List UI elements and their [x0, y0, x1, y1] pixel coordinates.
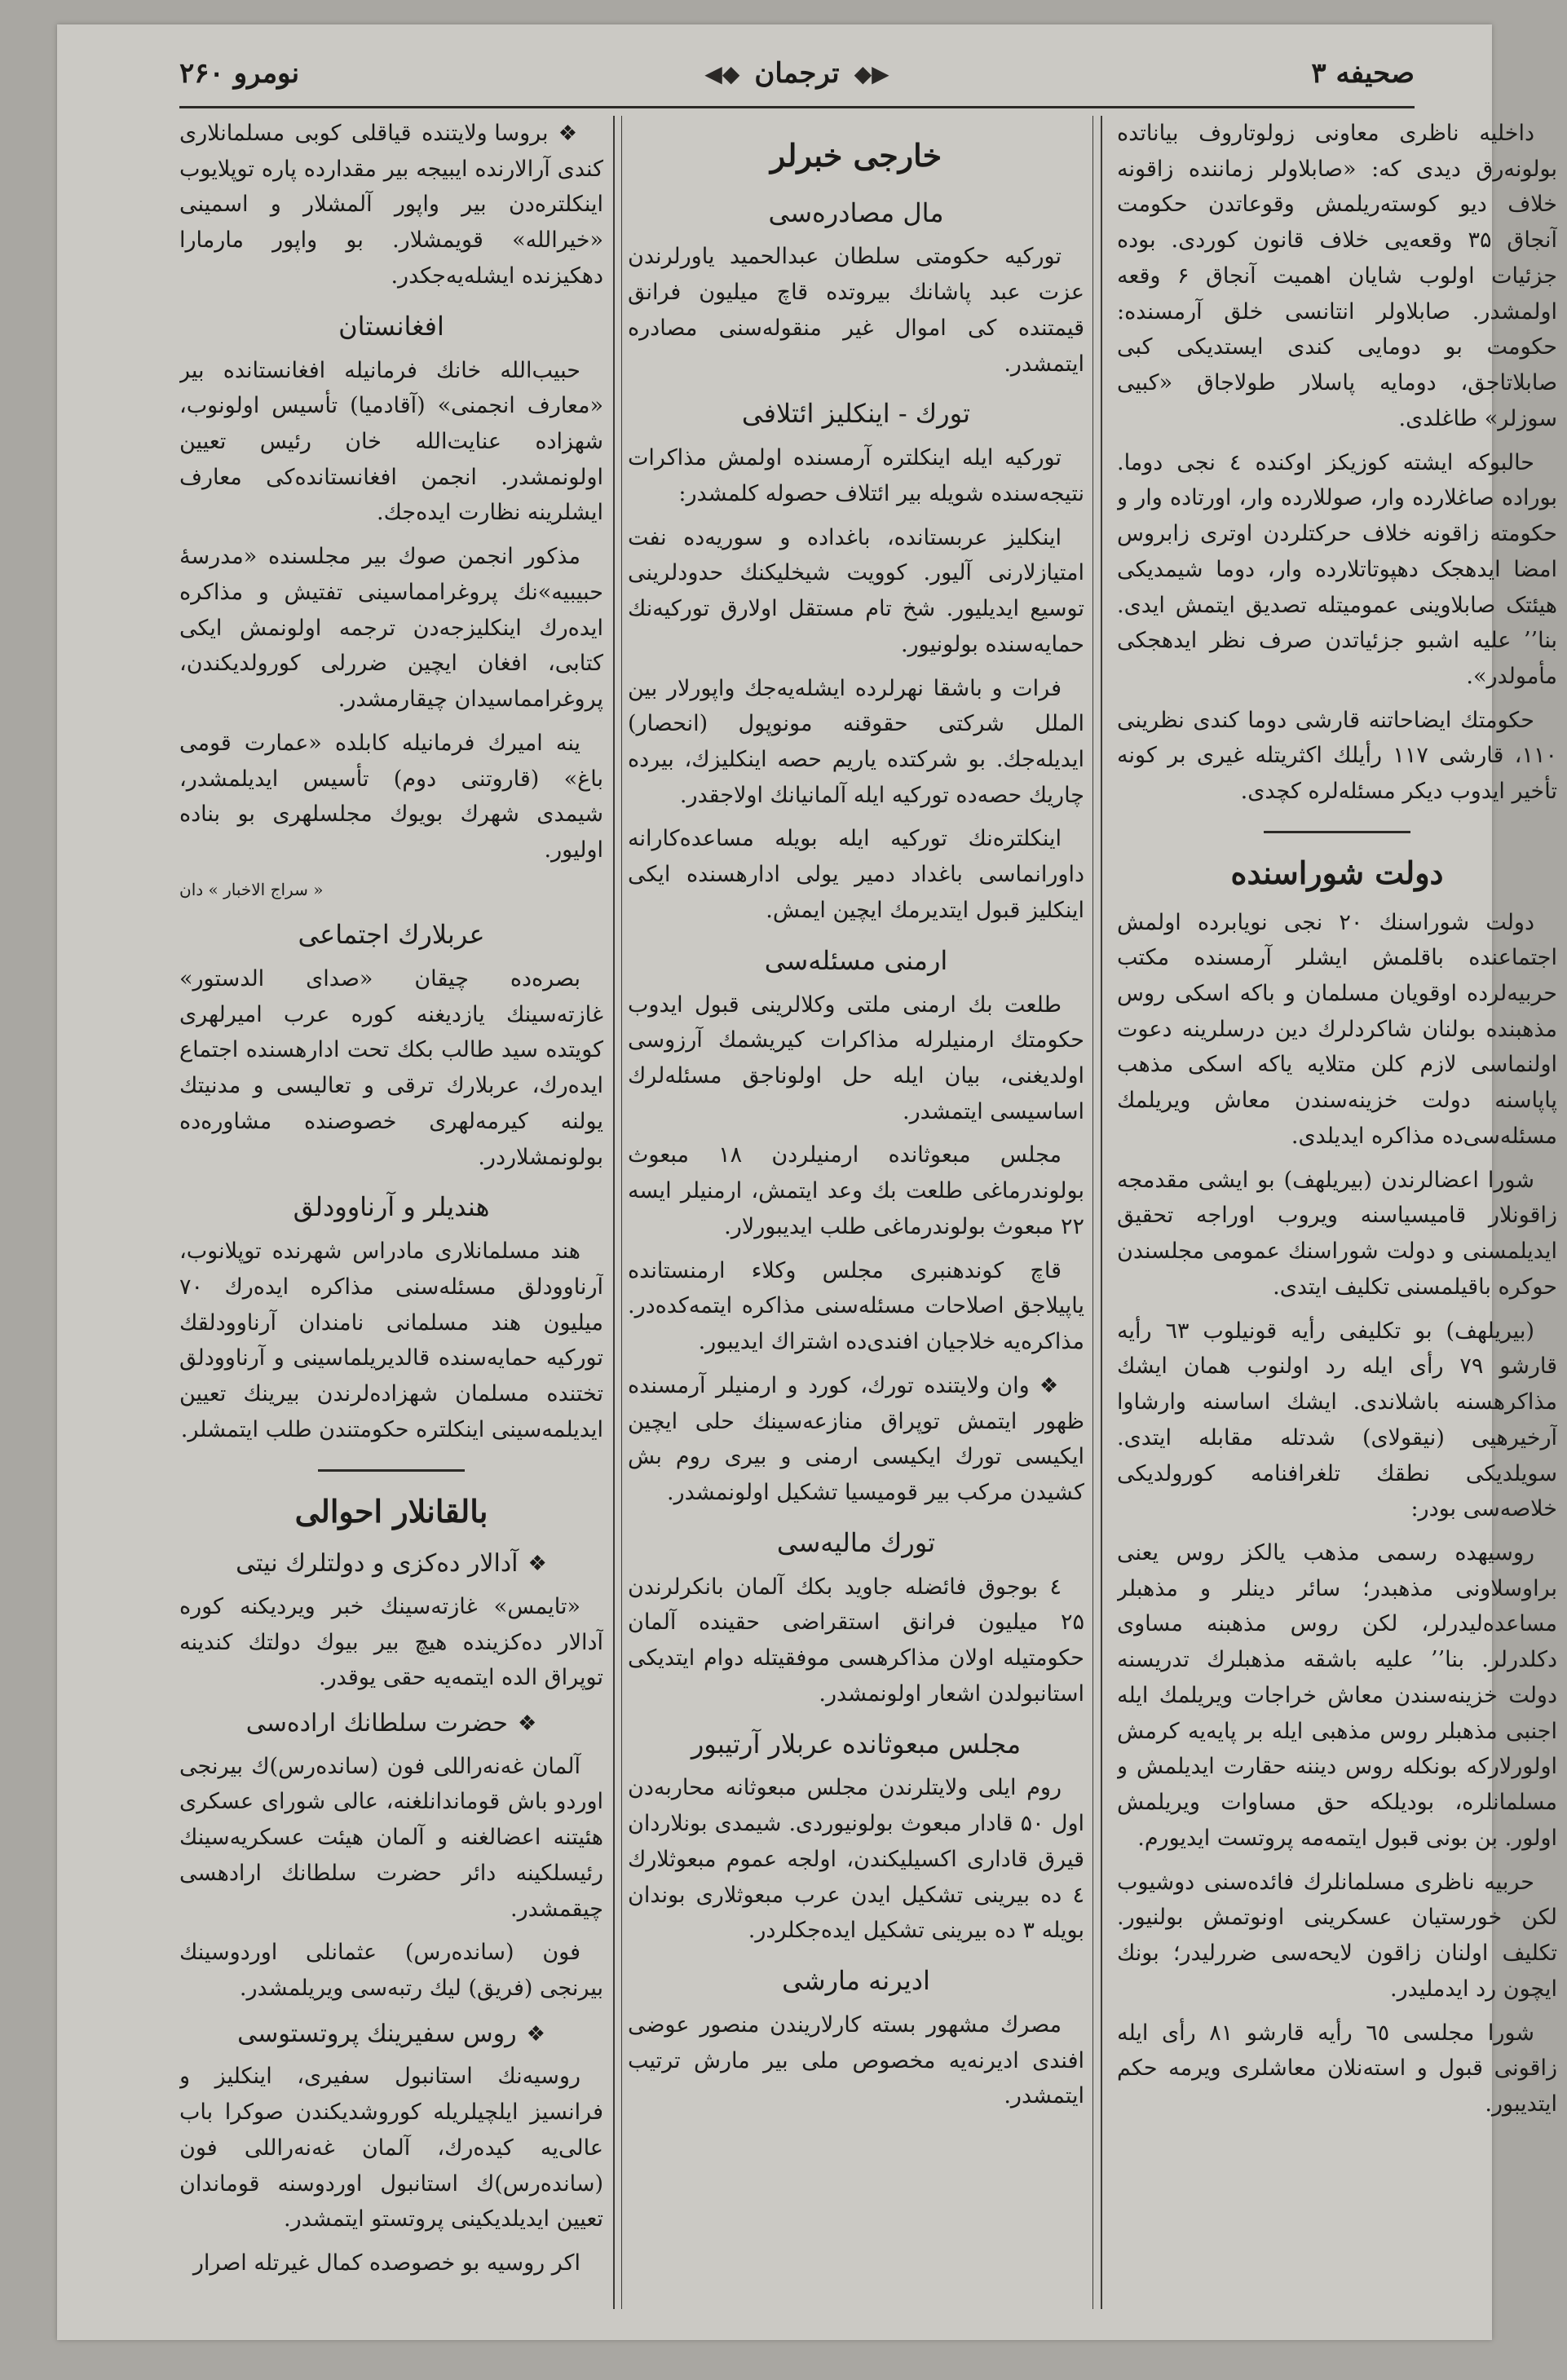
column-divider [1101, 116, 1102, 2309]
column-divider [613, 116, 615, 2309]
article-heading: ادیرنه مارشی [782, 1965, 930, 1997]
left-column [179, 116, 603, 2309]
article-heading: تورك مالیه‌سی [776, 1526, 936, 1558]
article-heading: هندیلر و آرناوودلق [293, 1191, 490, 1223]
article-text: بروسا ولایتنده قیاقلی کوبی مسلمانلاری کندی آرالارنده ایبیجه بیر مقدارده پاره توپلایوب اینکلتره‌دن بیر واپور آلمشلار و اسمینی «خیرالله» قویمشلار. بو واپور مارمارا دهکیزنده ایشله‌یه‌جکدر. [179, 121, 603, 289]
subheading [179, 1544, 603, 1584]
article-paragraph: آلمان غەنەراللی فون (ساندەرس)ك بیرنجی اوردو باش قوماندانلغنه، عالی شورای عسکری هئیتنه اعضالغنه و آلمان هیئت عسکریه‌سینك رئیسلکینه دائر حضرت سلطانك ارادهسی چیقمشدر. [179, 1753, 603, 1922]
article-paragraph: روسیهده رسمی مذهب یالکز روس یعنی براوسلاونی مذهبدر؛ سائر دینلر و مذهبلر مساعده‌لیدرلر، لکن روس مذهبنه مساوی دکلدرلر. بنا’’ علیه باشقه مذهبلرك تدریسنه دولت خزینه‌سندن معاش خراجات ویریلمك ایله اجنبی مذهبلر روس مذهبی ایله بر پایه‌یه کرمش اولورلارکه بونکله روس دیننه حقارت ایدیلمش و مسلمانلره، بودیلکه حق مساوات ویریلمش اولور. بن بونی قبول ایتمه‌مه پروتست ایدیورم. [1117, 1539, 1557, 1851]
bullet-icon: ❖ [548, 121, 580, 146]
subheading-text: آدالار دەکزی و دولتلرك نیتی [236, 1549, 519, 1579]
article-paragraph: تورکیه ایله اینکلتره آرمسنده اولمش مذاکرات نتیجه‌سنده شویله بیر ائتلاف حصوله کلمشدر: [628, 445, 1084, 506]
article-paragraph: شورا مجلسی ٦٥ رأیه قارشو ۸۱ رأی ایله زاقونی قبول و استه‌نلان معاشلری ویرمه حکم ایتدیبور. [1117, 2020, 1557, 2117]
article-paragraph: شورا اعضالرندن (بیریلهف) بو ایشی مقدمجه زاقونلار قامیسیاسنه ویروب اوراجه تحقیق ایدیلمسنی و دولت شوراسنك عمومی مجلسندن حوکره باقیلمسنی تکلیف ایتدی. [1117, 1167, 1557, 1300]
article-paragraph: فون (ساندەرس) عثمانلی اوردوسینك بیرنجی (فریق) لیك رتبه‌سی ویریلمشدر. [179, 1940, 603, 2001]
right-column [1117, 116, 1557, 2309]
ornament-right-icon: ◆▶ [854, 60, 889, 87]
bullet-icon: ❖ [1029, 1373, 1062, 1398]
article-text: وان ولایتنده تورك، کورد و ارمنیلر آرمسنده ظهور ایتمش توپراق منازعه‌سینك حلی ایچین ایکیسی تورك ایکیسی ارمنی و بیری روم بش کشیدن مرکب بیر قومیسیا تشکیل اولونمشدر. [628, 1372, 1084, 1506]
subheading [179, 2015, 603, 2055]
article-heading: تورك - اینکلیز ائتلافی [741, 398, 971, 430]
page-number-label: صحیفه ۳ [1311, 57, 1415, 90]
article-paragraph: اینکلتره‌نك تورکیه ایله بویله مساعده‌کارانه داورانماسی باغداد دمیر یولی ادارهسنده ایکی اینکلیز قبول ایتدیرمك ایچین ایمش. [628, 826, 1084, 923]
page-header [179, 42, 1415, 108]
article-heading: مجلس مبعوثانده عربلار آرتیبور [691, 1728, 1022, 1760]
article-paragraph: حکومتك ایضاحاتنه قارشی دوما کندی نظرینی ۱۱۰، قارشی ۱۱۷ رأیلك اکثریتله غیری بر کونه تأخیر ایدوب دیکر مسئله‌لره کچدی. [1117, 707, 1557, 805]
article-paragraph: حالبوکه ایشته کوزیکز اوکنده ٤ نجی دوما. بوراده صاغلارده وار، صوللارده وار، اورتاده وار و حکومته زاقونه خلاف حرکتلردن اوتری زابروس امضا ایدهجک دهپوتاتلارده وار، دوما شیمدیکی هیئتک صابلاوینی عمومیتله تصدیق ایتمش ایدی. بنا’’ علیه اشبو جزئیاتدن صرف نظر ایدهجکی مأمولدر». [1117, 449, 1557, 690]
article-paragraph: اینکلیز عربستانده، باغداده و سوریه‌ده نفت امتیازلارنی آلیور. کوویت شیخلیکنك حدودلرینی توسیع ایدیلیور. شخ تام مستقل اولارق تورکیه‌نك حمایه‌سنده بولونیور. [628, 524, 1084, 657]
middle-column [628, 116, 1084, 2309]
paper-title: ترجمان [754, 57, 840, 90]
ornament-left-icon: ◀◆ [704, 60, 740, 87]
header-rule [179, 106, 1415, 108]
article-paragraph [179, 116, 603, 294]
article-paragraph: مصرك مشهور بسته کارلاریندن منصور عوضی افندی ادیرنه‌یه مخصوص ملی بیر مارش ترتیب ایتمشدر. [628, 2011, 1084, 2109]
source-note: « سراج الاخبار » دان [179, 879, 324, 899]
article-paragraph: مذکور انجمن صوك بیر مجلسنده «مدرسهٔ حبیبیه»نك پروغرامماسینی تفتیش و مذاکره ایده‌رك اینکلیزجه‌دن ترجمه اولونمش ایکی کتابی، افغان ایچین ضررلی کورولدیکندن، پروغرامماسیدان چیقارمشدر. [179, 544, 603, 713]
section-separator [318, 1469, 465, 1472]
bullet-icon: ❖ [517, 1711, 537, 1737]
article-paragraph: اکر روسیه بو خصوصده کمال غیرتله اصرار [192, 2250, 580, 2276]
article-paragraph: فرات و باشقا نهرلرده ایشله‌یه‌جك واپورلار بین الملل شرکتی حقوقنه مونوپول (انحصار) ایدیله‌جك. بو شرکتده یاریم حصه اینکلیزك، بیرده چاریك حصه‌ده تورکیه ایله آلمانیانك اولاجقدر. [628, 675, 1084, 808]
article-paragraph: ٤ بوجوق فائضله جاوید بکك آلمان بانکرلرندن ۲۵ میلیون فرانق استقراضی حقینده آلمان حکومتیله اولان مذاکرهسی موفقیتله دوام ایتدیکی استانبولدن اشعار اولونمشدر. [628, 1574, 1084, 1707]
section-separator [1264, 831, 1410, 833]
article-paragraph: داخلیه ناظری معاونی زولوتاروف بیاناتده بولونه‌رق دیدی که: «صابلاولر زماننده زاقونه خلاف دیو کوسته‌ریلمش وقوعاتدن حکومت آنجاق ۳۵ وقعه‌یی خلاف قانون کوردی. بوده جزئیات اولوب شایان اهمیت آنجاق ۶ وقعه اولمشدر. صابلاولر انتانسی خلق آرمسنده: حکومت بو دومایی کندی ایستدیکی کبی صابلاتاجق، دومایه پاسلار طولاجاق «کبیی سوزلر» طاغلدی. [1117, 121, 1557, 431]
article-paragraph: قاچ کوندهنبری مجلس وکلاء ارمنستانده یاپیلاجق اصلاحات مسئله‌سنی مذاکره ایتمه‌کده‌در. مذاکره‌یه خلاجیان افندی‌ده اشتراك ایدیبور. [628, 1257, 1084, 1355]
column-divider [621, 116, 622, 2309]
article-paragraph: بصره‌ده چیقان «صدای الدستور» غازته‌سینك یازدیغنه کوره عرب امیرلهری کویتده سید طالب بکك تحت ادارهسنده اجتماع ایده‌رك، عربلارك ترقی و تعالیسی و مدنیتك یولنه کیرمه‌لهری خصوصنده مشاوره‌ده بولونمشلاردر. [179, 966, 603, 1170]
article-paragraph: روسیه‌نك استانبول سفیری، اینکلیز و فرانسیز ایلچیلریله کوروشدیکندن صوکرا باب عالی‌یه کیده‌رك، آلمان غەنەراللی فون (ساندەرس)ك استانبول اوردوسنه قوماندان تعیین ایدیلدیکینی پروتستو ایتمشدر. [179, 2064, 603, 2232]
article-paragraph: تورکیه حکومتی سلطان عبدالحمید یاورلرندن عزت عبد پاشانك بیروتده قاچ میلیون فرانق قیمتنده کی اموال غیر منقوله‌سنی مصادره ایتمشدر. [628, 244, 1084, 377]
article-heading: مال مصادره‌سی [768, 196, 944, 228]
article-heading: افغانستان [338, 310, 444, 342]
article-paragraph: «تایمس» غازته‌سینك خبر ویردیکنه کوره آدالار دەکزینده هیچ بیر بیوك دولتك کندینه توپراق الده ایتمه‌یه حقی یوقدر. [179, 1593, 603, 1691]
article-paragraph: حبیب‌الله خانك فرمانیله افغانستانده بیر «معارف انجمنی» (آقادمیا) تأسیس اولونوب، شهزاده عنایت‌الله خان رئیس تعیین اولونمشدر. انجمن افغانستانده‌کی معارف ایشلرینه نظارت ایده‌جك. [179, 357, 603, 526]
article-paragraph: (بیریلهف) بو تکلیفی رأیه قونیلوب ٦٣ رأیه قارشو ۷۹ رأی ایله رد اولنوب همان ایشك مذاکرهسنه باشلاندی. ایشك اساسنه وارشاوا آرخیرهیی (نیقولای) شدتله مقابله ایتدی. سویلدیکی نطقك تلغرافنامه کورولدیکی خلاصه‌سی بودر: [1117, 1318, 1557, 1522]
article-paragraph: ینه امیرك فرمانیله کابلده «عمارت قومی باغ» (قاروتنی دوم) تأسیس ایدیلمشدر، شیمدی شهرك بویوك مجلسلهری بو بناده اولیور. [179, 730, 603, 863]
article-paragraph: هند مسلمانلاری مادراس شهرنده توپلانوب، آرناوودلق مسئله‌سنی مذاکره ایده‌رك ۷۰ میلیون هند مسلمانی نامندان آرناوودلقك تورکیه حمایه‌سنده قالدیریلماسینی و آرناوودلق تختنده مسلمان شهزاده‌لرندن بیرینك تعیین ایدیلمه‌سینی اینکلتره حکومتندن طلب ایتمشلر. [179, 1239, 603, 1442]
article-paragraph: مجلس مبعوثانده ارمنیلردن ۱۸ مبعوث بولوندرماغی طلعت بك وعد ایتمش، ارمنیلر ایسه ۲۲ مبعوث بولوندرماغی طلب ایدیبورلار. [628, 1142, 1084, 1239]
article-paragraph: روم ایلی ولایتلرندن مجلس مبعوثانه محاربه‌دن اول ۵۰ قادار مبعوث بولونیوردی. شیمدی بونلاردان قیرق قاداری اکسیلیکندن، اولجه عموم مبعوثلارك ٤ ده بیرینی تشکیل ایدن عرب مبعوثلاری بوندان بویله ۳ ده بیرینی تشکیل ایده‌جکلردر. [628, 1775, 1084, 1944]
section-heading: بالقانلار احوالی [294, 1492, 488, 1530]
subheading-text: حضرت سلطانك ارادەسی [245, 1708, 508, 1738]
section-heading: خارجی خبرلر [770, 137, 942, 174]
bullet-icon: ❖ [526, 2021, 545, 2047]
article-heading: عربلارك اجتماعی [298, 919, 485, 951]
subheading [179, 1704, 603, 1744]
article-paragraph: دولت شوراسنك ۲۰ نجی نویابرده اولمش اجتماعنده باقلمش ایشلر آرمسنده مکتب حربیه‌لرده اوقویان مسلمان و باکه اسکی روس مذهبنده بولنان شاکردلرك دین درسلرینه دعوت اولنماسی لازم کلن متلایه یاکه اسکی مذهب پاپاسنه دولت خزینه‌سندن معاش ویریلمك مسئله‌سی‌ده مذاکره ایدیلدی. [1117, 909, 1557, 1149]
article-paragraph [628, 1368, 1084, 1511]
bullet-icon: ❖ [527, 1552, 547, 1577]
masthead [704, 57, 889, 90]
article-paragraph: حربیه ناظری مسلمانلرك فائده‌سنی دوشیوب لکن خورستیان عسکرینی اونوتمش بولنیور. تکلیف اولنان زاقون لایحه‌سی ضررلیدر؛ بونك ایچون رد ایدملیدر. [1117, 1869, 1557, 2002]
section-heading: دولت شوراسنده [1230, 854, 1444, 891]
issue-number-label: نومرو ۲۶۰ [179, 57, 300, 90]
newspaper-page [57, 24, 1557, 2340]
article-paragraph: طلعت بك ارمنی ملتی وکلالرینی قبول ایدوب حکومتك ارمنیلرله مذاکرات کیریشمك آرزوسی اولدیغنی، بیان ایله حل اولوناجق مسئله‌لرك اساسیسی ایتمشدر. [628, 991, 1084, 1124]
article-heading: ارمنی مسئله‌سی [764, 944, 948, 976]
subheading-text: روس سفیرینك پروتستوسی [237, 2019, 517, 2048]
column-divider [1092, 116, 1093, 2309]
